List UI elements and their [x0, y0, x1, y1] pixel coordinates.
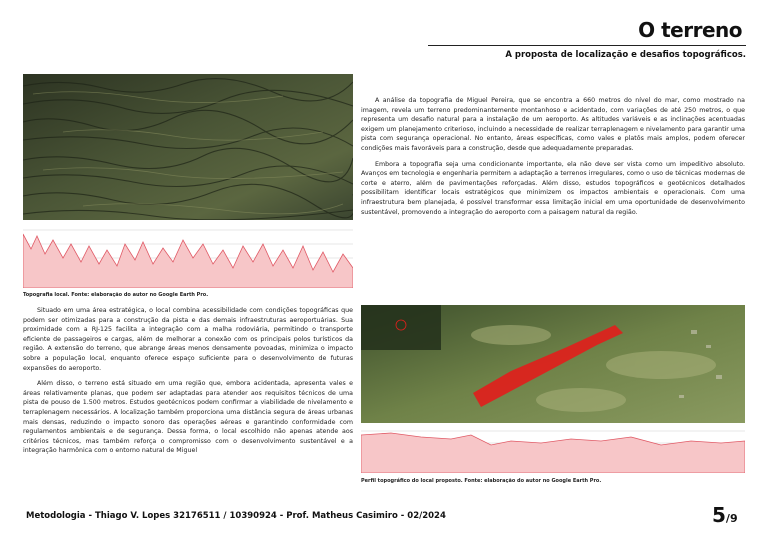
right-image-caption: Perfil topográfico do local proposto. Fonte: elaboração do autor no Google Earth Pro. — [361, 478, 602, 484]
page-total: /9 — [725, 512, 738, 525]
page-current: 5 — [712, 503, 726, 527]
site-render — [361, 305, 745, 473]
left-image-caption: Topografia local. Fonte: elaboração do autor no Google Earth Pro. — [23, 292, 209, 298]
topography-analysis-text — [361, 96, 745, 223]
footer-credits: Metodologia - Thiago V. Lopes 32176511 / 10390924 - Prof. Matheus Casimiro - 02/2024 — [26, 511, 446, 521]
page-subtitle: A proposta de localização e desafios topográficos. — [505, 50, 746, 60]
paragraph: Situado em uma área estratégica, o local combina acessibilidade com condições topográficas que podem ser otimizadas para a construção da pista e das demais infraestruturas aeroportuárias. Sua proximidade com a RJ-125 facilita a integração com a malha rodoviária, permitindo o transporte eficiente de passageiros e cargas, além de melhorar a conexão com os principais polos turísticos da região. A extensão do terreno, que abrange áreas menos densamente povoadas, minimiza o impacto sobre a população local, enquanto oferece espaço suficiente para o desenvolvimento de futuras expansões do aeroporto. — [23, 307, 353, 372]
site-location-text — [23, 306, 353, 462]
topography-image — [23, 74, 353, 288]
page-title: O terreno — [638, 18, 742, 42]
paragraph: Além disso, o terreno está situado em uma região que, embora acidentada, apresenta vales e áreas relativamente planas, que podem ser adaptadas para atender aos requisitos técnicos de uma pista de pouso de 1.500 metros. Estudos geotécnicos podem confirmar a viabilidade de nivelamento e terraplenagem necessários. A localização também proporciona uma distância segura de áreas urbanas mais densas, reduzindo o impacto sonoro das operações aéreas e garantindo conformidade com regulamentos ambientais e de segurança. Dessa forma, o local escolhido não apenas atende aos critérios técnicos, mas também reforça o compromisso com o desenvolvimento sustentável e a integração harmônica com o entorno natural de Miguel — [23, 380, 353, 455]
paragraph: A análise da topografia de Miguel Pereira, que se encontra a 660 metros do nível do mar, como mostrado na imagem, revela um terreno predominantemente montanhoso e acidentado, com variações de até 250 metros, o que representa um desafio natural para a instalação de um aeroporto. As altitudes variáveis e as inclinações acentuadas exigem um planejamento criterioso, incluindo a necessidade de realizar terraplenagem e nivelamento para garantir uma pista com segurança operacional. No entanto, áreas específicas, como vales e platôs mais amplos, podem oferecer condições mais favoráveis para a construção, desde que adequadamente preparadas. — [361, 97, 745, 152]
page-number — [712, 503, 738, 527]
title-divider — [428, 45, 746, 46]
site-profile-image — [361, 305, 745, 473]
paragraph: Embora a topografia seja uma condicionante importante, ela não deve ser vista como um impeditivo absoluto. Avanços em tecnologia e engenharia permitem a adaptação a terrenos irregulares, como o uso de técnicas modernas de corte e aterro, além de pavimentações reforçadas. Além disso, estudos topográficos e geotécnicos detalhados possibilitam identificar locais estratégicos que minimizem os impactos ambientais e operacionais. Com uma infraestrutura bem planejada, é possível transformar essa limitação inicial em uma oportunidade de desenvolvimento sustentável, promovendo a integração do aeroporto com a paisagem natural da região. — [361, 160, 745, 216]
terrain-render — [23, 74, 353, 288]
